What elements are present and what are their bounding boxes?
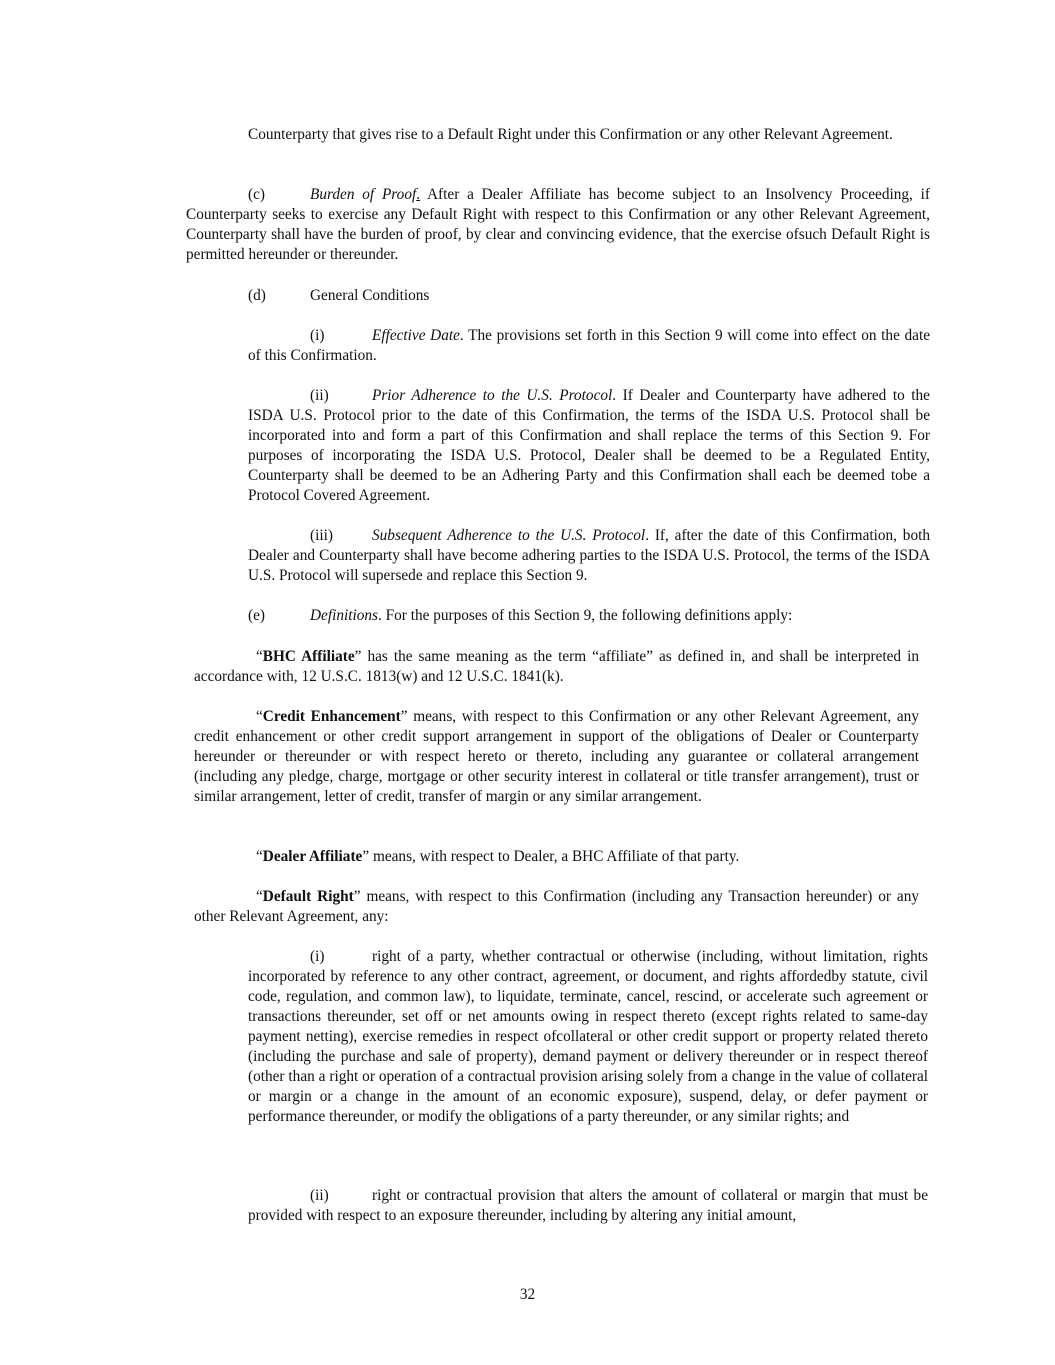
definition-credit-enhancement bbox=[194, 707, 919, 807]
paragraph-heading: Prior Adherence to the U.S. Protocol bbox=[372, 387, 613, 404]
definition-text: ” has the same meaning as the term “affiliate” as defined in, and shall be interpreted in accordance with, 12 U.S.C. 1813(w) and 12 U.S.C. 1841(k). bbox=[194, 648, 919, 685]
paragraph-label: (ii) bbox=[310, 387, 329, 404]
paragraph-text: . The provisions set forth in this Section 9 will come into effect on the date of this Confirmation. bbox=[248, 327, 931, 364]
paragraph-heading: General Conditions bbox=[310, 287, 430, 304]
paragraph-text: . If Dealer and Counterparty have adhered to the ISDA U.S. Protocol prior to the date of this Confirmation, the terms of the ISDA U.S. Protocol shall be incorporated into and form a part of this Confirmation and shall replace the terms of this Section 9. For purposes of incorporating the ISDA U.S. Protocol, Dealer shall be deemed to be a Regulated Entity, Counterparty shall be deemed to be an Adhering Party and this Confirmation shall each be deemed tobe a Protocol Covered Agreement. bbox=[248, 387, 930, 504]
paragraph-label: (i) bbox=[310, 327, 325, 344]
paragraph-d-general-conditions bbox=[248, 286, 930, 306]
paragraph-heading: Definitions bbox=[310, 607, 378, 624]
paragraph-e-definitions bbox=[248, 606, 930, 626]
paragraph-label: (d) bbox=[248, 287, 266, 304]
heading-punctuation: . bbox=[416, 186, 421, 203]
definition-bhc-affiliate bbox=[194, 647, 919, 687]
paragraph-text: . For the purposes of this Section 9, the following definitions apply: bbox=[378, 607, 793, 624]
definition-dealer-affiliate bbox=[194, 847, 919, 867]
paragraph-heading: Subsequent Adherence to the U.S. Protocol bbox=[372, 527, 646, 544]
page-number: 32 bbox=[519, 1286, 536, 1303]
paragraph-label: (c) bbox=[248, 186, 265, 203]
paragraph-label: (e) bbox=[248, 607, 265, 624]
item-text: right of a party, whether contractual or otherwise (including, without limitation, rights incorporated by reference to any other contract, agreement, or document, and rights affordedby statute, civil code, regulation, and common law), to liquidate, terminate, cancel, rescind, or accelerate such agreement or transactions thereunder, set off or net amounts owing in respect thereto (except rights related to same-day payment netting), exercise remedies in respect ofcollateral or other credit support or property related thereto (including the purchase and sale of property), demand payment or delivery thereunder or in respect thereof (other than a right or operation of a contractual provision arising solely from a change in the value of collateral or margin or a change in the amount of an economic exposure), suspend, delay, or defer payment or performance thereunder, or modify the obligations of a party thereunder, or any similar rights; and bbox=[248, 948, 928, 1125]
default-right-item-ii bbox=[248, 1186, 928, 1226]
definition-text: ” means, with respect to this Confirmation (including any Transaction hereunder) or any other Relevant Agreement, any: bbox=[194, 888, 919, 925]
defined-term: BHC Affiliate bbox=[262, 648, 355, 665]
paragraph-text: . If, after the date of this Confirmation, both Dealer and Counterparty shall have become adhering parties to the ISDA U.S. Protocol, the terms of the ISDA U.S. Protocol will supersede and replace this Section 9. bbox=[248, 527, 930, 584]
paragraph-text: After a Dealer Affiliate has become subject to an Insolvency Proceeding, if Counterparty seeks to exercise any Default Right with respect to this Confirmation or any other Relevant Agreement, Counterparty shall have the burden of proof, by clear and convincing evidence, that the exercise ofsuch Default Right is permitted hereunder or thereunder. bbox=[186, 186, 930, 263]
defined-term: Dealer Affiliate bbox=[262, 848, 363, 865]
open-quote: “ bbox=[256, 648, 263, 665]
defined-term: Credit Enhancement bbox=[262, 708, 401, 725]
paragraph-heading: Effective Date bbox=[372, 327, 460, 344]
definition-text: ” means, with respect to this Confirmation or any other Relevant Agreement, any credit enhancement or other credit support arrangement in support of the obligations of Dealer or Counterparty hereunder or thereunder or with respect hereto or thereto, including any guarantee or collateral arrangement (including any pledge, charge, mortgage or other security interest in collateral or title transfer arrangement), trust or similar arrangement, letter of credit, transfer of margin or any similar arrangement. bbox=[194, 708, 919, 805]
open-quote: “ bbox=[256, 708, 263, 725]
paragraph-continuation bbox=[248, 125, 916, 145]
open-quote: “ bbox=[256, 848, 263, 865]
item-label: (ii) bbox=[310, 1187, 329, 1204]
item-label: (i) bbox=[310, 948, 325, 965]
paragraph-d-ii-prior-adherence bbox=[248, 386, 930, 506]
item-text: right or contractual provision that alters the amount of collateral or margin that must be provided with respect to an exposure thereunder, including by altering any initial amount, bbox=[248, 1187, 928, 1224]
default-right-item-i bbox=[248, 947, 928, 1127]
paragraph-label: (iii) bbox=[310, 527, 333, 544]
paragraph-heading: Burden of Proof bbox=[310, 186, 417, 203]
definition-text: ” means, with respect to Dealer, a BHC Affiliate of that party. bbox=[362, 848, 740, 865]
paragraph-text: Counterparty that gives rise to a Default Right under this Confirmation or any other Relevant Agreement. bbox=[248, 126, 893, 143]
defined-term: Default Right bbox=[262, 888, 354, 905]
paragraph-d-iii-subsequent-adherence bbox=[248, 526, 930, 586]
paragraph-c-burden-of-proof bbox=[186, 185, 930, 265]
definition-default-right bbox=[194, 887, 919, 927]
paragraph-d-i-effective-date bbox=[248, 326, 930, 366]
open-quote: “ bbox=[256, 888, 263, 905]
